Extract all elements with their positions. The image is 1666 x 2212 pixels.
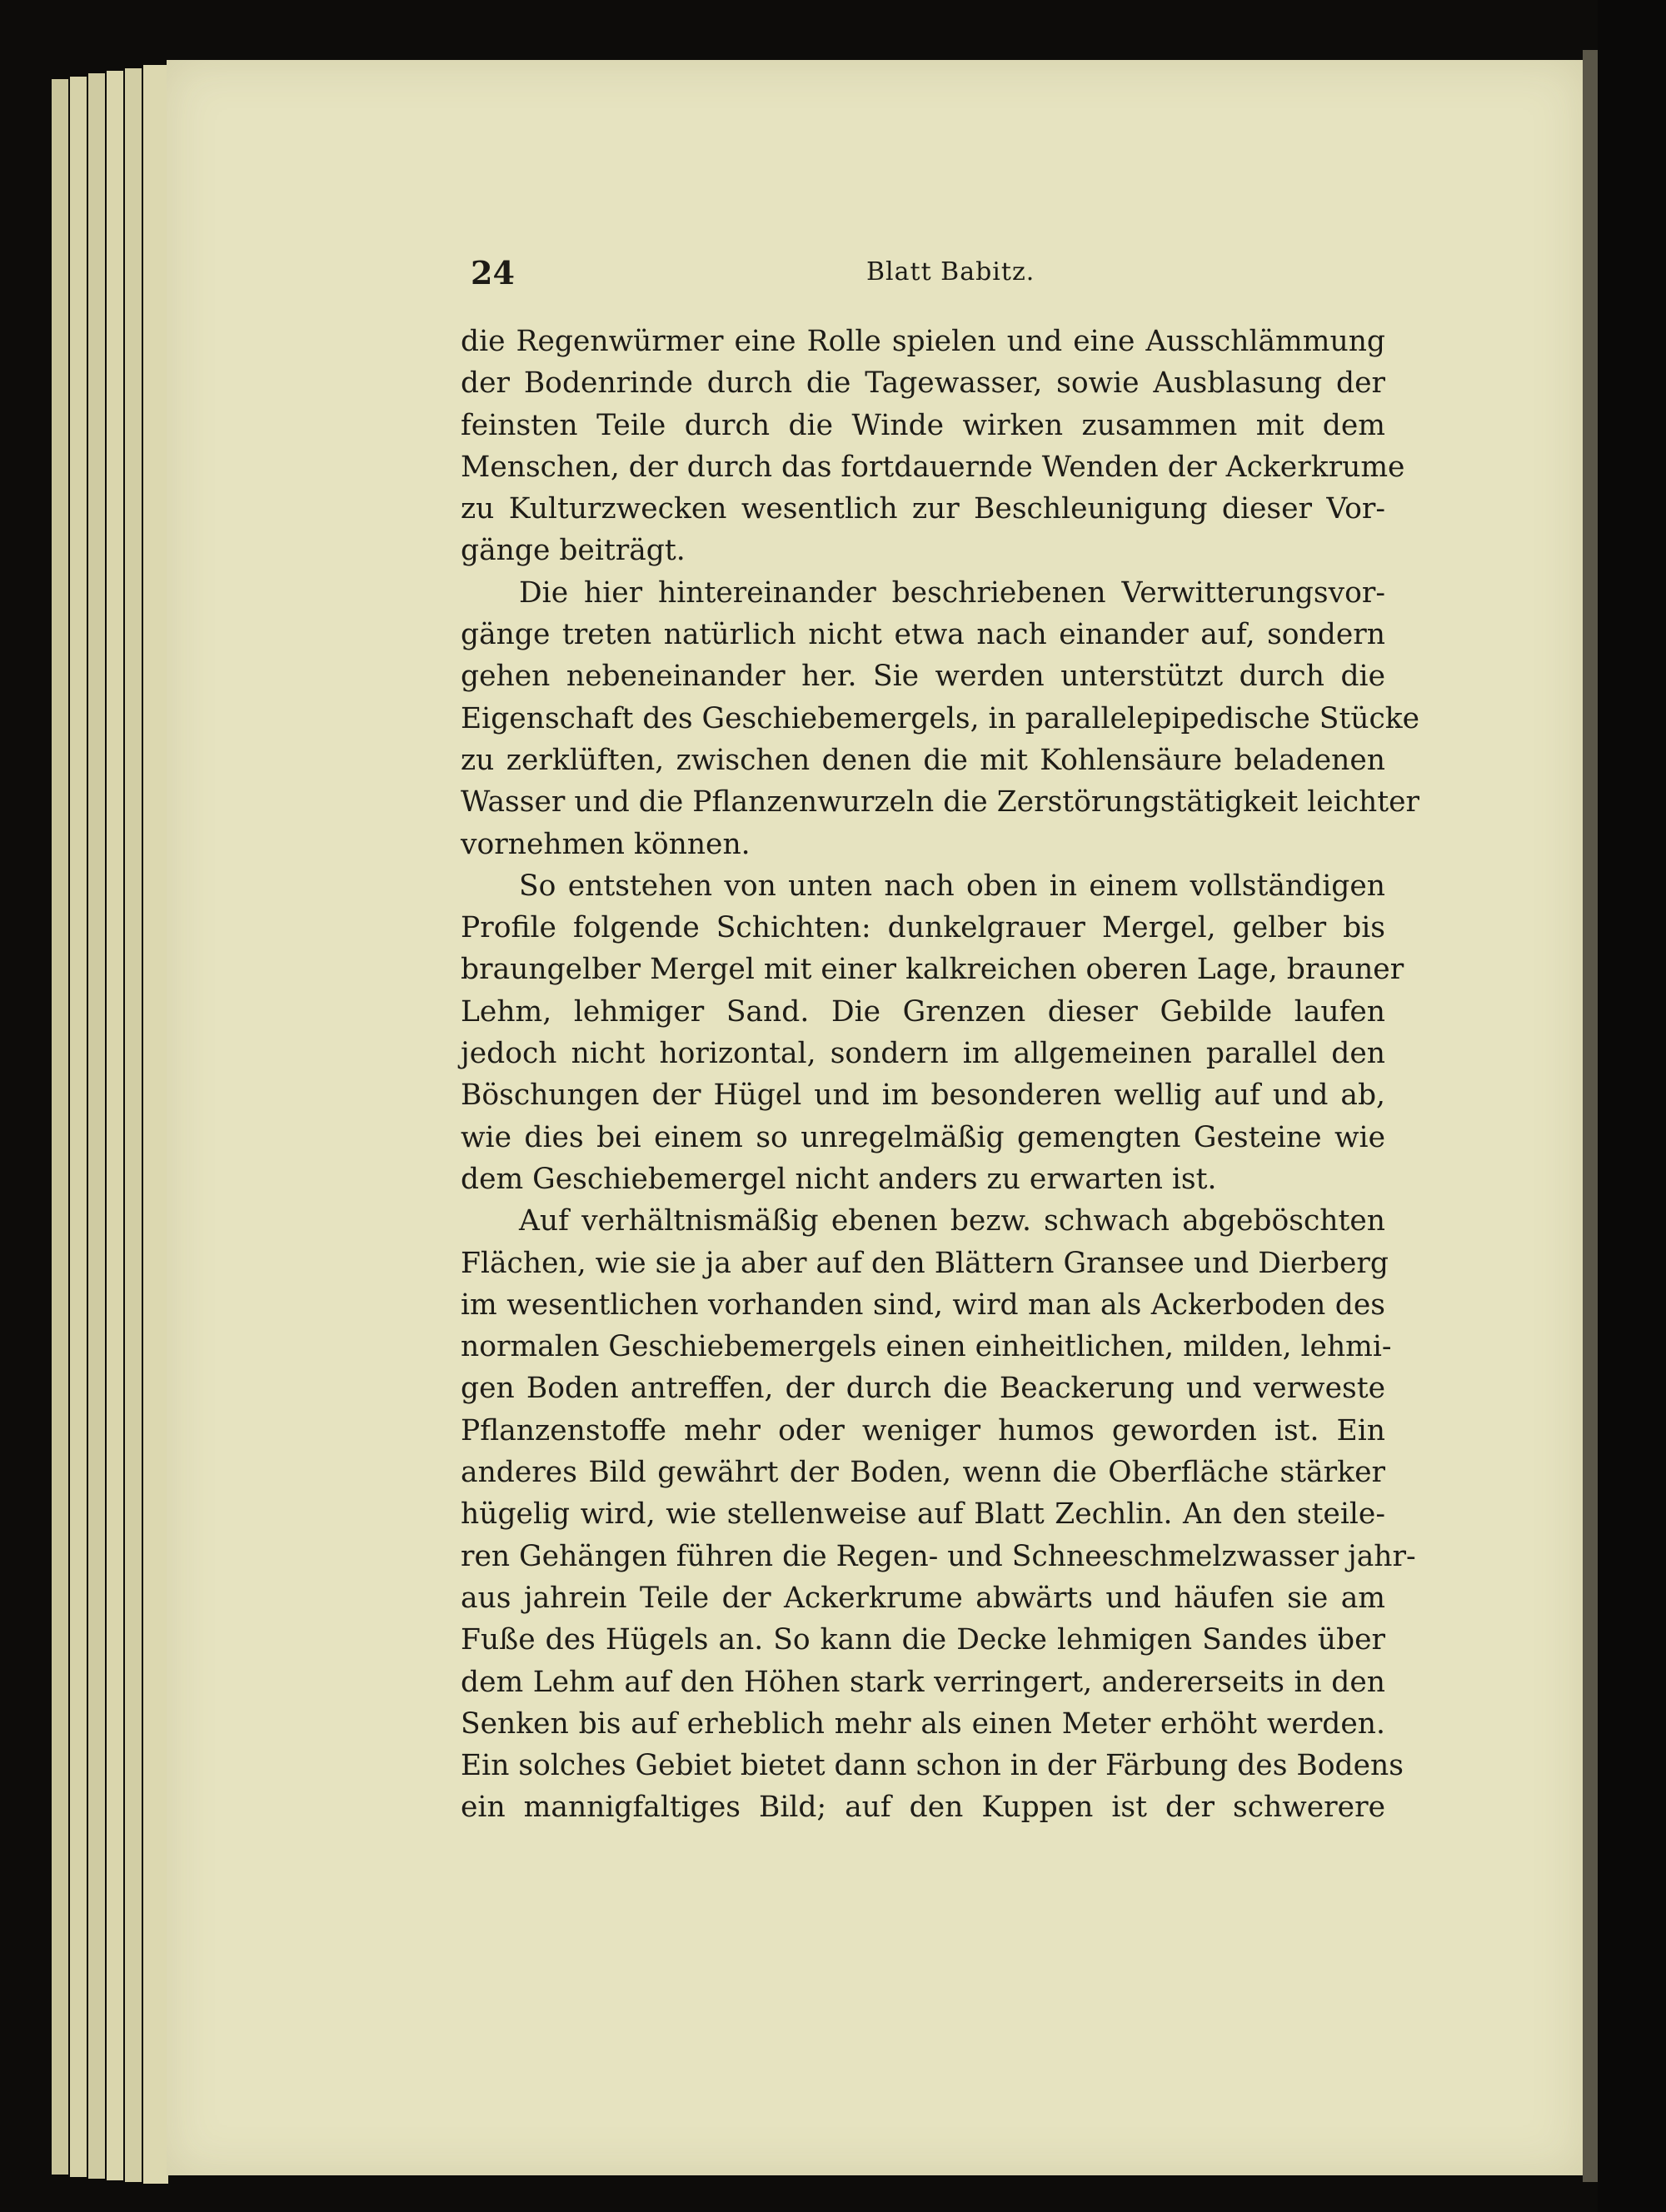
text-line: der Bodenrinde durch die Tagewasser, sowie Ausblasung der [461, 366, 1385, 401]
text-line: gehen nebeneinander her. Sie werden unterstützt durch die [461, 660, 1385, 694]
page-edge [52, 79, 68, 2175]
text-line: gänge treten natürlich nicht etwa nach einander auf, sondern [461, 618, 1385, 652]
text-line: die Regenwürmer eine Rolle spielen und eine Ausschlämmung [461, 325, 1385, 358]
text-line: dem Lehm auf den Höhen stark verringert, andererseits in den [461, 1665, 1385, 1699]
text-line: braungelber Mergel mit einer kalkreichen oberen Lage, brauner [461, 953, 1404, 987]
text-line: feinsten Teile durch die Winde wirken zusammen mit dem [461, 408, 1385, 442]
text-line: Ein solches Gebiet bietet dann schon in der Färbung des Bodens [461, 1749, 1404, 1783]
text-line: Lehm, lehmiger Sand. Die Grenzen dieser Gebilde laufen [461, 994, 1385, 1029]
text-line: wie dies bei einem so unregelmäßig gemengten Gesteine wie [461, 1120, 1385, 1154]
body-text [461, 321, 1420, 1829]
text-line: hügelig wird, wie stellenweise auf Blatt Zechlin. An den steile- [461, 1497, 1385, 1532]
text-line: zu zerklüften, zwischen denen die mit Kohlensäure beladenen [461, 743, 1385, 777]
text-line: Wasser und die Pflanzenwurzeln die Zerstörungstätigkeit leichter [461, 785, 1420, 820]
text-line: Eigenschaft des Geschiebemergels, in parallelepipedische Stücke [461, 701, 1420, 735]
text-line: gen Boden antreffen, der durch die Beackerung und verweste [461, 1372, 1385, 1406]
page-edge [143, 65, 168, 2184]
running-title: Blatt Babitz. [866, 257, 1035, 286]
text-line: Pflanzenstoffe mehr oder weniger humos geworden ist. Ein [461, 1413, 1385, 1447]
text-line: Die hier hintereinander beschriebenen Verwitterungsvor- [519, 575, 1385, 610]
text-line: vornehmen können. [461, 827, 751, 861]
text-line: Böschungen der Hügel und im besonderen wellig auf und ab, [461, 1079, 1385, 1113]
page-edge [107, 71, 123, 2180]
scan-border-right [1598, 0, 1666, 2212]
text-line: normalen Geschiebemergels einen einheitlichen, milden, lehmi- [461, 1330, 1392, 1364]
page-number: 24 [471, 254, 515, 291]
text-line: Profile folgende Schichten: dunkelgrauer Mergel, gelber bis [461, 911, 1385, 945]
text-line: zu Kulturzwecken wesentlich zur Beschleunigung dieser Vor- [461, 492, 1385, 526]
text-line: dem Geschiebemergel nicht anders zu erwarten ist. [461, 1162, 1217, 1196]
text-line: Menschen, der durch das fortdauernde Wenden der Ackerkrume [461, 450, 1405, 484]
page-header [471, 254, 1366, 304]
text-line: jedoch nicht horizontal, sondern im allgemeinen parallel den [461, 1037, 1385, 1071]
text-line: gänge beiträgt. [461, 534, 686, 568]
text-line: Auf verhältnismäßig ebenen bezw. schwach abgeböschten [519, 1204, 1385, 1238]
text-line: ein mannigfaltiges Bild; auf den Kuppen ist der schwerere [461, 1791, 1385, 1825]
page-edge [125, 68, 142, 2182]
text-line: Fuße des Hügels an. So kann die Decke lehmigen Sandes über [461, 1623, 1385, 1657]
text-line: Senken bis auf erheblich mehr als einen Meter erhöht werden. [461, 1706, 1385, 1741]
text-line: Flächen, wie sie ja aber auf den Blättern Gransee und Dierberg [461, 1246, 1389, 1280]
page-edge [88, 73, 105, 2179]
text-line: anderes Bild gewährt der Boden, wenn die Oberfläche stärker [461, 1456, 1385, 1490]
text-line: ren Gehängen führen die Regen- und Schneeschmelzwasser jahr- [461, 1539, 1416, 1573]
text-line: aus jahrein Teile der Ackerkrume abwärts und häufen sie am [461, 1581, 1385, 1615]
page-edge [70, 77, 87, 2177]
text-line: im wesentlichen vorhanden sind, wird man als Ackerboden des [461, 1288, 1385, 1322]
text-line: So entstehen von unten nach oben in einem vollständigen [519, 869, 1385, 903]
page-gutter-edge [1583, 50, 1598, 2182]
